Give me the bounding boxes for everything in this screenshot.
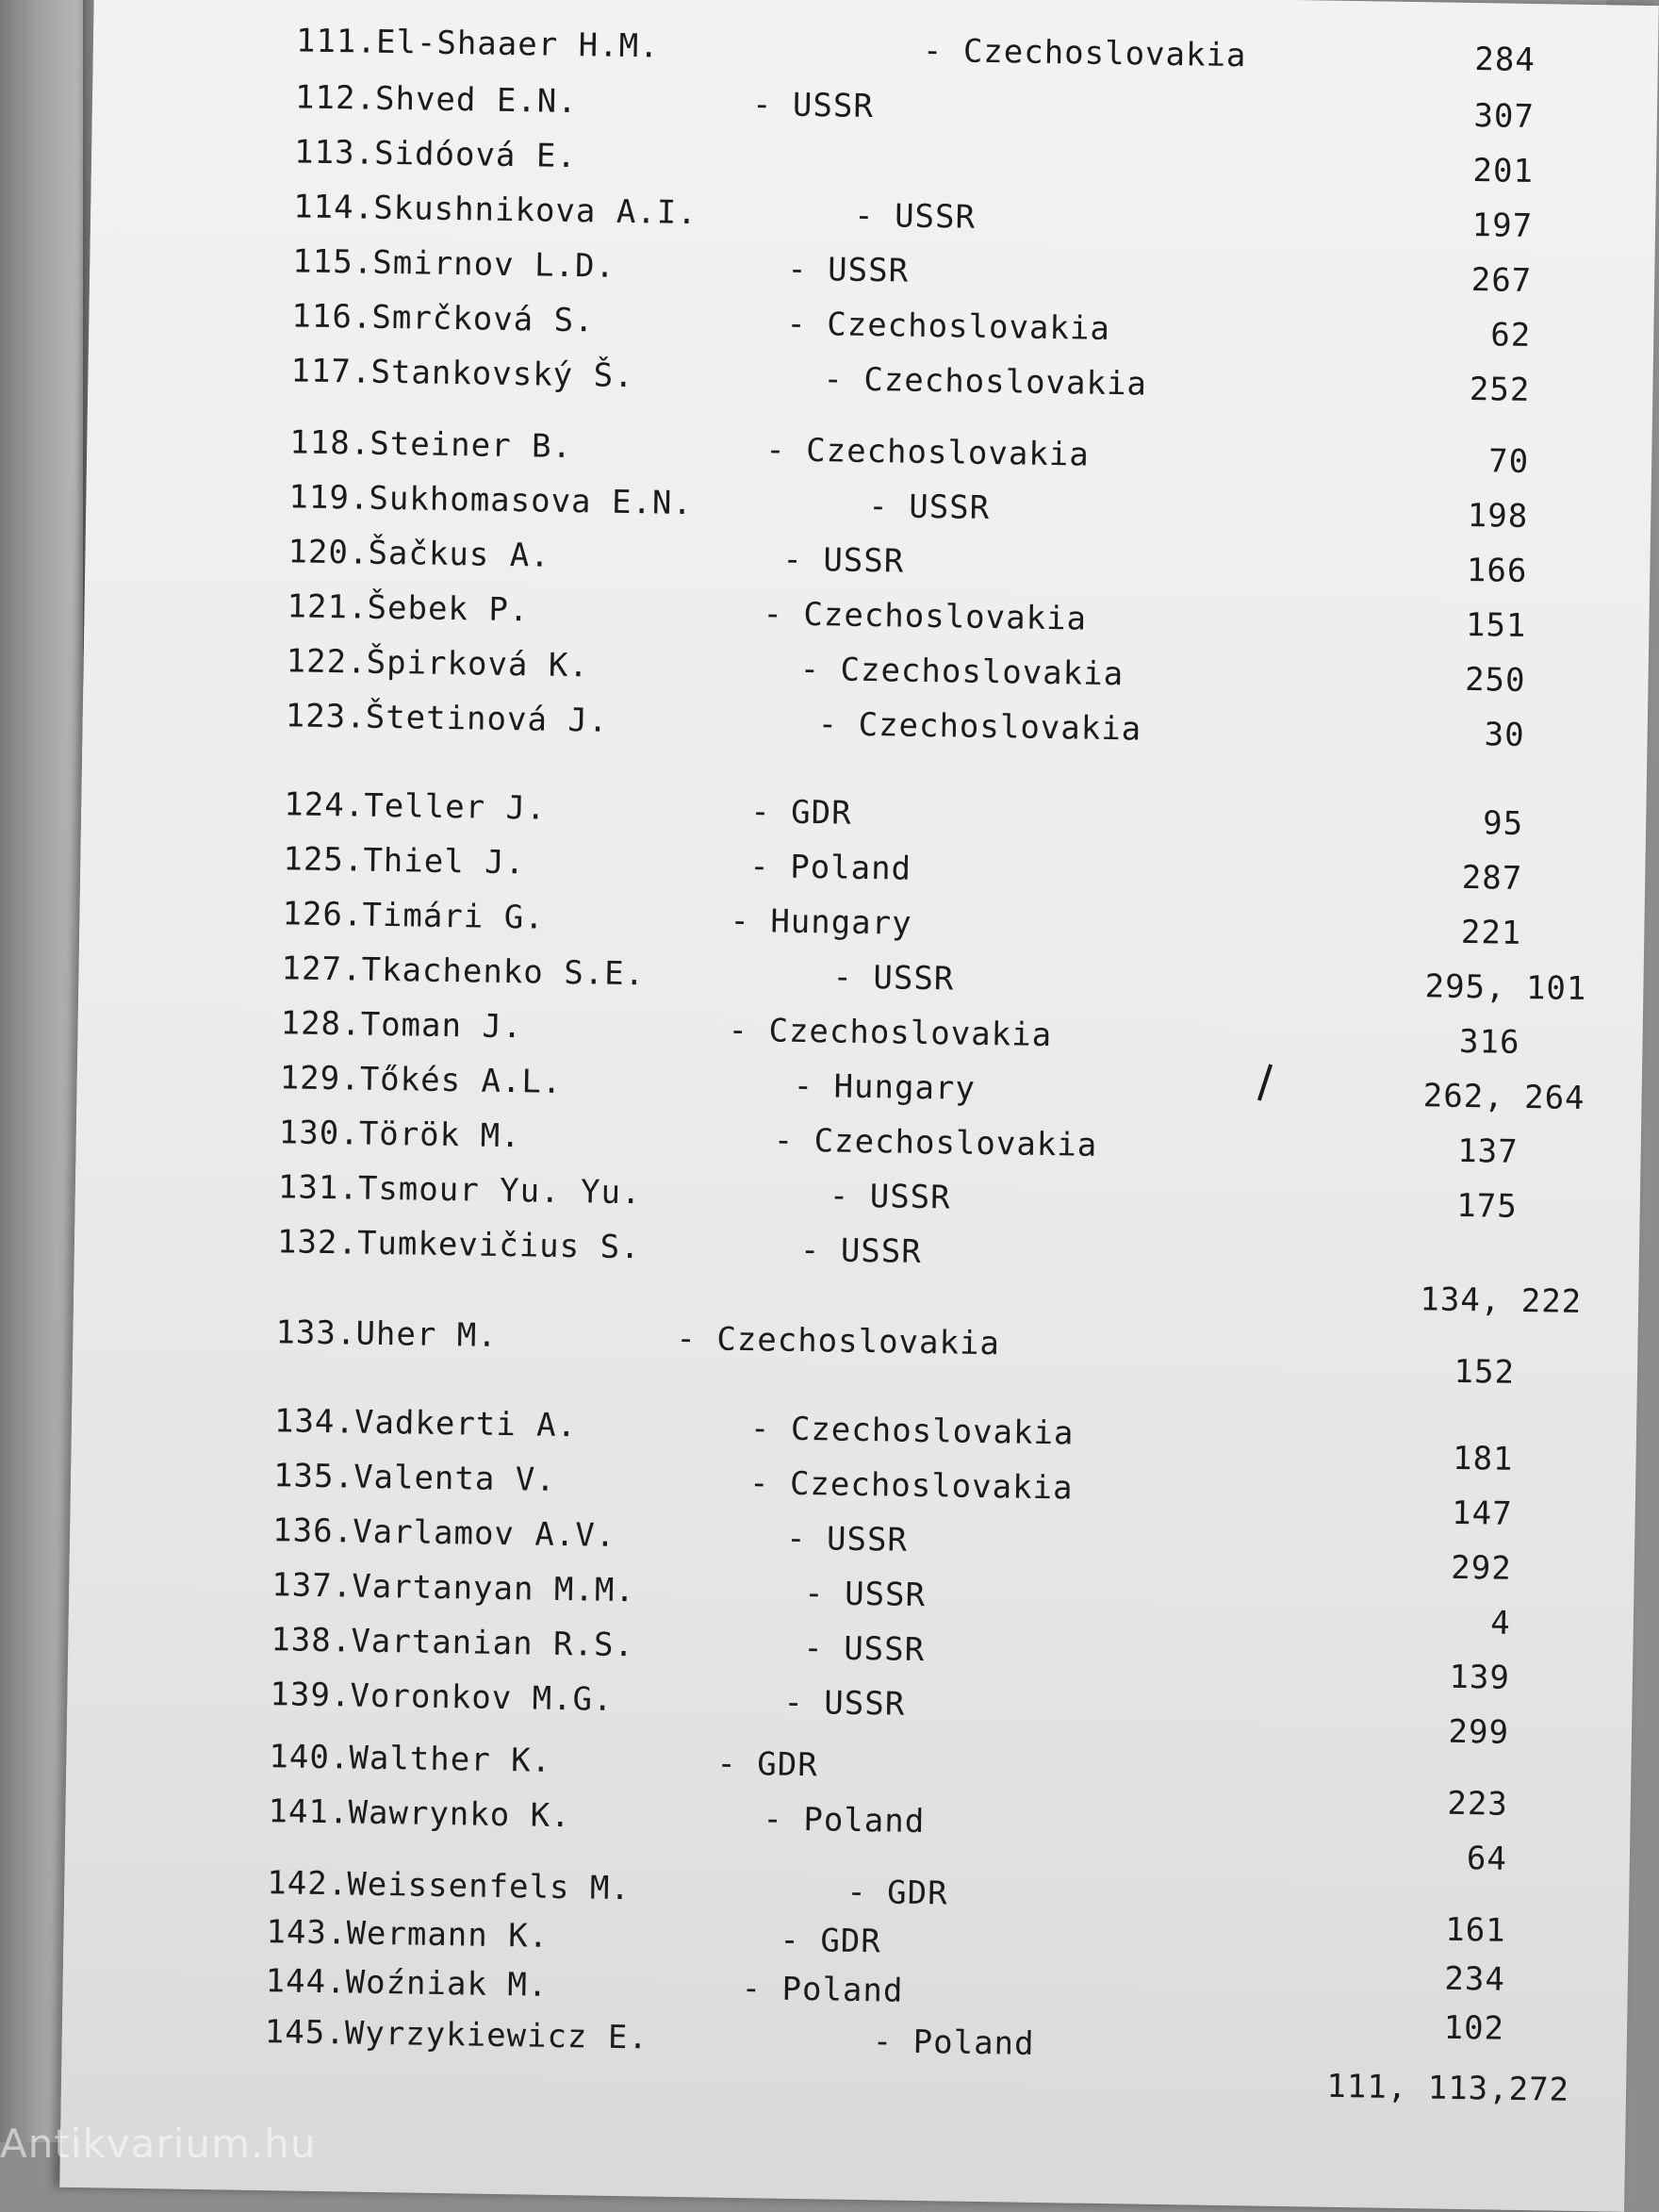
entry-pages: 137 — [1456, 1131, 1519, 1171]
entry-number: 144. — [265, 1962, 347, 2002]
entry-name: Varlamov A.V. — [352, 1512, 616, 1555]
entry-country: - USSR — [799, 1230, 923, 1271]
entry-name: Stankovský Š. — [370, 353, 634, 396]
entry-number: 139. — [270, 1676, 352, 1715]
entry-number: 123. — [285, 697, 367, 736]
entry-country: - USSR — [783, 1683, 906, 1724]
entry-name: Wawrynko K. — [348, 1793, 571, 1836]
entry-pages: 181 — [1452, 1439, 1514, 1478]
entry-pages: 292 — [1451, 1548, 1513, 1588]
entry-country: - Czechoslovakia — [749, 1410, 1075, 1453]
entry-name: Valenta V. — [353, 1458, 557, 1499]
entry-number: 134. — [273, 1402, 356, 1442]
entry-name: Smirnov L.D. — [372, 243, 616, 286]
entry-number: 138. — [271, 1621, 353, 1660]
entry-pages: 95 — [1482, 804, 1524, 843]
entry-name: Sidóová E. — [373, 134, 578, 176]
entry-country: - USSR — [751, 85, 875, 126]
entry-number: 130. — [278, 1114, 361, 1153]
entry-name: Timári G. — [362, 896, 546, 937]
entry-name: Steiner B. — [370, 424, 573, 467]
entry-country: - Czechoslovakia — [817, 705, 1142, 749]
entry-country: - GDR — [846, 1873, 948, 1913]
entry-name: Walther K. — [349, 1739, 552, 1780]
entry-number: 137. — [271, 1566, 353, 1606]
entry-number: 129. — [279, 1059, 361, 1098]
entry-name: Thiel J. — [363, 841, 526, 883]
entry-number: 142. — [267, 1864, 349, 1904]
entry-country: - USSR — [782, 540, 905, 581]
entry-name: Špirková K. — [366, 643, 590, 685]
entry-country: - Hungary — [793, 1066, 977, 1108]
entry-name: Vadkerti A. — [353, 1403, 578, 1445]
entry-name: Teller J. — [363, 786, 547, 828]
entry-pages: 30 — [1484, 716, 1525, 754]
entry-name: Šebek P. — [367, 588, 530, 630]
entry-number: 133. — [275, 1313, 357, 1353]
entry-pages: 70 — [1487, 442, 1530, 481]
entry-name: Uher M. — [355, 1314, 499, 1355]
entry-name: Sukhomasova E.N. — [369, 479, 694, 523]
entry-pages: 295, 101 — [1424, 967, 1587, 1009]
entry-name: Weissenfels M. — [347, 1865, 632, 1908]
entry-pages: 166 — [1466, 551, 1528, 590]
entry-pages: 64 — [1466, 1840, 1508, 1878]
entry-number: 127. — [281, 949, 363, 989]
entry-pages: 201 — [1472, 152, 1535, 191]
entry-number: 117. — [290, 352, 372, 391]
entry-name: Wyrzykiewicz E. — [344, 2014, 649, 2057]
entry-country: - USSR — [785, 1519, 909, 1560]
author-index-list — [59, 0, 1659, 2212]
entry-pages: 62 — [1490, 316, 1532, 355]
entry-name: Török M. — [358, 1114, 521, 1156]
entry-number: 126. — [282, 895, 364, 934]
entry-country: - USSR — [868, 487, 991, 527]
entry-country: - Poland — [872, 2022, 1035, 2063]
entry-country: - Czechoslovakia — [922, 31, 1247, 75]
entry-country: - USSR — [853, 196, 977, 237]
entry-name: Šačkus A. — [368, 534, 551, 575]
entry-name: Tsmour Yu. Yu. — [357, 1169, 642, 1213]
entry-number: 121. — [287, 587, 369, 627]
entry-number: 145. — [264, 2013, 347, 2053]
entry-country: - Czechoslovakia — [764, 431, 1091, 474]
entry-number: 141. — [268, 1792, 350, 1832]
entry-name: Voronkov M.G. — [350, 1676, 614, 1719]
entry-number: 128. — [280, 1004, 362, 1044]
entry-pages: 316 — [1458, 1022, 1520, 1062]
entry-name: Tkachenko S.E. — [361, 950, 646, 994]
entry-number: 114. — [292, 188, 375, 227]
entry-pages: 252 — [1469, 370, 1531, 409]
entry-number: 132. — [276, 1223, 359, 1263]
entry-country: - GDR — [780, 1921, 882, 1961]
entry-name: Tőkés A.L. — [359, 1060, 563, 1101]
entry-name: El-Shaaer H.M. — [375, 23, 660, 66]
document-page — [59, 0, 1659, 2212]
entry-pages: 234 — [1444, 1959, 1506, 1999]
entry-pages: 221 — [1460, 913, 1522, 952]
entry-pages: 307 — [1473, 97, 1536, 137]
entry-country: - GDR — [749, 793, 852, 833]
entry-number: 118. — [289, 423, 371, 463]
entry-number: 112. — [294, 78, 377, 118]
entry-pages: 284 — [1474, 41, 1536, 80]
entry-number: 115. — [292, 242, 374, 282]
entry-pages: 287 — [1461, 858, 1523, 898]
entry-pages: 147 — [1451, 1494, 1513, 1533]
entry-number: 140. — [269, 1738, 351, 1777]
entry-country: - USSR — [829, 1177, 951, 1217]
entry-country: - Czechoslovakia — [676, 1319, 1001, 1363]
entry-number: 116. — [291, 297, 373, 337]
entry-number: 136. — [271, 1511, 354, 1551]
entry-number: 143. — [266, 1913, 348, 1953]
entry-pages: 198 — [1467, 496, 1529, 536]
entry-pages: 4 — [1490, 1604, 1512, 1642]
entry-country: - Czechoslovakia — [799, 650, 1125, 694]
entry-country: - Czechoslovakia — [763, 595, 1088, 638]
entry-number: 111. — [295, 22, 378, 61]
entry-country: - Poland — [763, 1800, 926, 1841]
entry-number: 120. — [287, 533, 370, 572]
entry-pages: 262, 264 — [1422, 1077, 1585, 1117]
entry-pages: 267 — [1470, 260, 1533, 300]
entry-pages: 152 — [1454, 1352, 1516, 1392]
entry-name: Smrčková S. — [371, 298, 595, 340]
entry-number: 135. — [272, 1457, 355, 1496]
entry-name: Vartanyan M.M. — [351, 1567, 636, 1610]
entry-pages: 175 — [1456, 1186, 1519, 1226]
entry-country: - Poland — [741, 1970, 904, 2010]
entry-pages: 151 — [1465, 605, 1527, 645]
entry-name: Tumkevičius S. — [356, 1224, 641, 1267]
watermark-text: Antikvarium.hu — [0, 2121, 317, 2167]
entry-number: 119. — [288, 478, 370, 518]
entry-country: - USSR — [786, 250, 910, 290]
entry-country: - USSR — [832, 958, 955, 999]
entry-pages: 139 — [1449, 1658, 1511, 1697]
entry-country: - Czechoslovakia — [823, 360, 1148, 404]
entry-country: - Czechoslovakia — [748, 1464, 1074, 1508]
index-entry — [73, 1311, 1638, 1392]
entry-number: 113. — [293, 133, 376, 173]
entry-name: Toman J. — [360, 1005, 523, 1047]
entry-country: - Czechoslovakia — [773, 1121, 1098, 1164]
entry-number: 122. — [286, 642, 368, 682]
entry-pages: 250 — [1464, 660, 1526, 700]
entry-country: - Czechoslovakia — [728, 1011, 1053, 1055]
entry-number: 125. — [283, 840, 365, 880]
entry-pages: 299 — [1448, 1712, 1510, 1752]
entry-country: - GDR — [716, 1744, 819, 1785]
entry-number: 131. — [277, 1168, 360, 1208]
entry-number: 124. — [283, 785, 366, 825]
entry-name: Skushnikova A.I. — [372, 189, 698, 233]
entry-pages: 111, 113,272 — [1326, 2067, 1570, 2109]
entry-pages: 197 — [1471, 206, 1534, 246]
entry-name: Vartanian R.S. — [351, 1622, 635, 1665]
entry-name: Štetinová J. — [365, 698, 609, 740]
entry-country: - Czechoslovakia — [786, 305, 1111, 348]
entry-name: Wermann K. — [346, 1914, 550, 1956]
entry-country: - Hungary — [730, 901, 912, 943]
entry-pages: 134, 222 — [1420, 1280, 1583, 1321]
entry-name: Woźniak M. — [345, 1963, 549, 2005]
entry-country: - Poland — [749, 848, 912, 888]
entry-country: - USSR — [803, 1629, 926, 1670]
entry-name: Shved E.N. — [374, 79, 579, 122]
entry-pages: 223 — [1447, 1784, 1509, 1824]
entry-pages: 102 — [1443, 2008, 1505, 2048]
entry-pages: 161 — [1444, 1910, 1507, 1950]
entry-country: - USSR — [803, 1575, 927, 1615]
